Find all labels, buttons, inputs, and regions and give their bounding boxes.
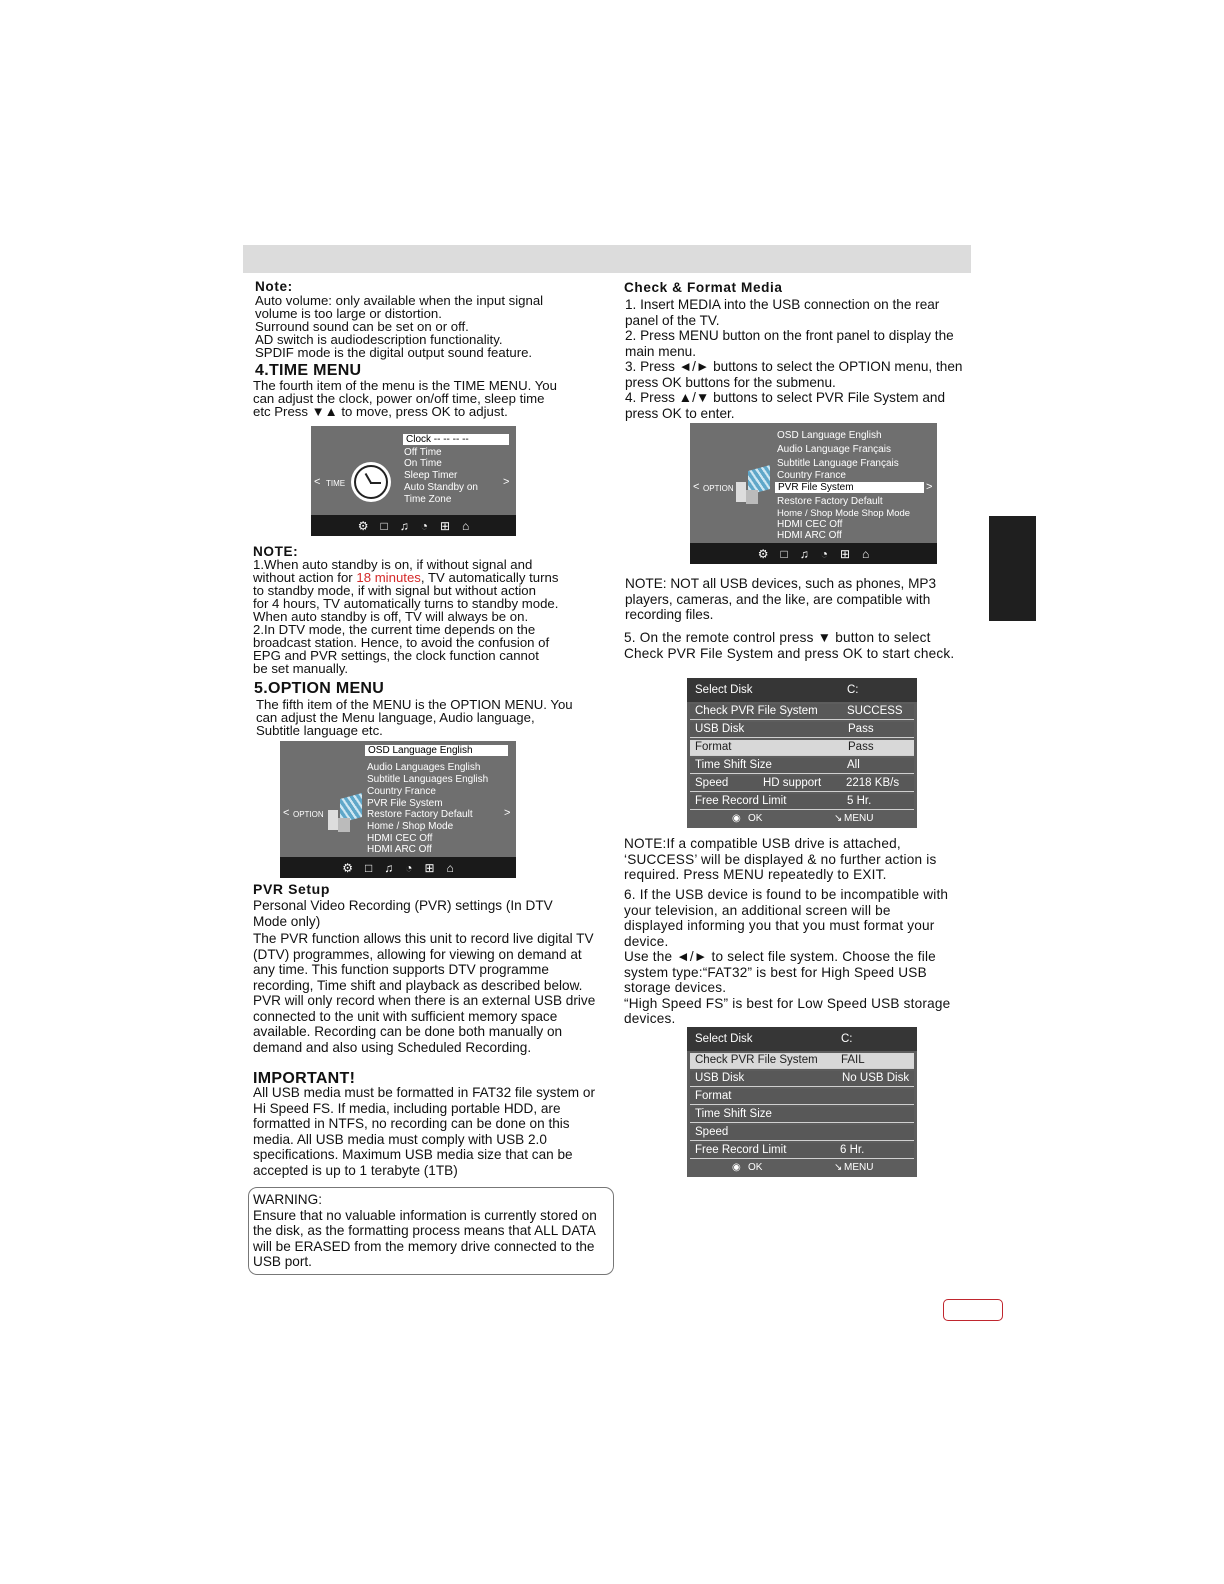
menu-icon: ↘ <box>834 813 843 824</box>
select-disk-value: C: <box>847 684 859 696</box>
picture-icon: □ <box>380 518 388 533</box>
table-row <box>690 1053 914 1069</box>
settings-icon: ⚙ <box>357 518 369 533</box>
pvr-setup-heading: PVR Setup <box>253 881 330 897</box>
right-arrow-icon: > <box>504 807 511 819</box>
note-line: AD switch is audiodescription functionality. <box>255 332 503 347</box>
row-label: Check PVR File System <box>695 705 818 717</box>
option-icon: ⊞ <box>839 546 851 561</box>
option-menu-screenshot <box>280 741 516 878</box>
table-row <box>690 794 914 810</box>
row-value: Pass <box>848 723 874 735</box>
standby-note <box>253 545 558 675</box>
row-value: All <box>847 759 860 771</box>
check-success-table <box>687 678 917 828</box>
osd-icon-bar <box>280 857 516 878</box>
clock-icon <box>351 462 391 502</box>
osd-item: OSD Language English <box>777 430 882 441</box>
note2-line: 1.When auto standby is on, if without signal and <box>253 557 533 572</box>
osd-icon-bar <box>311 515 516 536</box>
table-header <box>687 678 917 702</box>
right-arrow-icon: > <box>926 481 933 493</box>
step5-text <box>624 630 954 661</box>
ok-label: OK <box>748 813 763 824</box>
osd-item: HDMI CEC Off <box>777 519 843 530</box>
check-format-heading: Check & Format Media <box>624 280 783 295</box>
table-row <box>690 1143 914 1159</box>
pvr-option-screenshot <box>690 423 937 564</box>
side-tab <box>989 516 1036 621</box>
important-line: accepted is up to 1 terabyte (1TB) <box>253 1162 458 1178</box>
important-heading: IMPORTANT! <box>253 1070 356 1087</box>
step-line: 4. Press ▲/▼ buttons to select PVR File System and <box>625 390 946 405</box>
osd-item-selected: OSD Language English <box>365 745 508 756</box>
pvr-subtitle <box>253 898 553 929</box>
select-disk-label: Select Disk <box>695 1033 753 1045</box>
step-line: press OK buttons for the submenu. <box>625 374 836 390</box>
step6-line: device. <box>624 933 669 949</box>
step6-line: 6. If the USB device is found to be incompatible with <box>624 887 949 902</box>
note2-line: broadcast station. Hence, to avoid the confusion of <box>253 635 550 650</box>
step6-line: system type:“FAT32” is best for High Speed USB <box>624 964 927 980</box>
warning-box <box>248 1187 614 1275</box>
osd-label: OPTION <box>293 810 324 819</box>
option-graphic-icon <box>328 796 362 832</box>
osd-item: HDMI CEC Off <box>367 833 433 844</box>
option-menu-heading: 5.OPTION MENU <box>254 680 385 697</box>
step6-line: displayed informing you that you must format your <box>624 918 935 933</box>
left-arrow-icon: < <box>693 481 700 493</box>
table-row <box>690 1071 914 1087</box>
select-disk-label: Select Disk <box>695 684 753 696</box>
picture-icon: □ <box>780 546 788 561</box>
row-label: Format <box>695 1090 732 1102</box>
step-line: 2. Press MENU button on the front panel to display the <box>625 328 954 343</box>
osd-label: TIME <box>326 479 346 488</box>
important-line: Hi Speed FS. If media, including portable HDD, are <box>253 1100 561 1116</box>
option-icon: ⊞ <box>439 518 451 533</box>
osd-item-selected: Clock -- -- -- -- <box>403 434 509 445</box>
row-label: Time Shift Size <box>695 1108 772 1120</box>
pvr-line: connected to the unit with sufficient memory space <box>253 1008 558 1024</box>
step6-line: “High Speed FS” is best for Low Speed USB storage <box>624 995 951 1011</box>
table-header <box>687 1027 917 1051</box>
time-icon: ◔ <box>820 546 828 561</box>
select-disk-value: C: <box>841 1033 853 1045</box>
row-value: 5 Hr. <box>847 795 872 807</box>
osd-item: HDMI ARC Off <box>777 530 842 541</box>
row-value: No USB Disk <box>842 1072 910 1084</box>
step-line: press OK to enter. <box>625 405 735 421</box>
note-line: recording files. <box>625 607 714 622</box>
note2-text: without action for <box>253 570 357 585</box>
note-line: ‘SUCCESS’ will be displayed & no further action is <box>624 851 937 867</box>
note-line: NOTE:If a compatible USB drive is attached, <box>624 836 901 851</box>
note-line: Auto volume: only available when the input signal <box>255 293 544 308</box>
osd-item: Sleep Timer <box>404 470 458 481</box>
important-line: All USB media must be formatted in FAT32 file system or <box>253 1085 595 1100</box>
row-label: Check PVR File System <box>695 1054 818 1066</box>
table-row <box>690 776 914 792</box>
right-arrow-icon: > <box>503 476 510 488</box>
lock-icon: ⌂ <box>862 546 870 561</box>
step6-line: devices. <box>624 1011 676 1026</box>
note2-line: EPG and PVR settings, the clock function cannot <box>253 648 539 663</box>
osd-item: Off Time <box>404 447 442 458</box>
step6-text <box>624 887 950 1027</box>
page-number-box <box>943 1299 1003 1321</box>
step-line: 3. Press ◄/► buttons to select the OPTION menu, then <box>625 359 963 374</box>
osd-item: Country France <box>777 470 846 481</box>
osd-icon-bar <box>690 543 937 564</box>
sound-icon: ♫ <box>384 860 394 875</box>
step-line: panel of the TV. <box>625 312 720 328</box>
note-line: volume is too large or distortion. <box>255 306 442 321</box>
pvr-line: (DTV) programmes, allowing for viewing on demand at <box>253 946 582 962</box>
table-footer <box>690 812 914 826</box>
step6-line: your television, an additional screen will be <box>624 902 891 918</box>
time-line: The fourth item of the menu is the TIME MENU. You <box>253 378 557 393</box>
osd-item: Time Zone <box>404 494 452 505</box>
note2-title: NOTE: <box>253 544 299 559</box>
note-line: Surround sound can be set on or off. <box>255 319 469 334</box>
warning-title: WARNING: <box>253 1192 322 1207</box>
row-value: Pass <box>848 741 874 753</box>
row-value: 2218 KB/s <box>846 777 900 789</box>
osd-item: Home / Shop Mode <box>367 821 454 832</box>
osd-item: Restore Factory Default <box>777 496 883 507</box>
option-line: Subtitle language etc. <box>256 723 383 738</box>
settings-icon: ⚙ <box>342 860 353 875</box>
sound-icon: ♫ <box>399 518 409 533</box>
audio-note <box>255 280 543 359</box>
ok-label: OK <box>748 1162 763 1173</box>
usb-compat-note <box>625 576 936 623</box>
option-graphic-icon <box>736 468 770 504</box>
sound-icon: ♫ <box>799 546 809 561</box>
note2-line: to standby mode, if with signal but without action <box>253 583 536 598</box>
pvr-sub-line: Mode only) <box>253 913 321 929</box>
important-body <box>253 1085 595 1178</box>
pvr-line: recording, Time shift and playback as described below. <box>253 977 583 993</box>
osd-item-selected: PVR File System <box>775 482 924 493</box>
important-line: specifications. Maximum USB media size that can be <box>253 1147 573 1162</box>
step5-line: 5. On the remote control press ▼ button to select <box>624 630 931 645</box>
time-menu-screenshot <box>311 426 516 536</box>
note-title: Note: <box>255 279 293 294</box>
option-icon: ⊞ <box>424 860 435 875</box>
row-label: Speed <box>695 1126 729 1138</box>
pvr-body <box>253 931 595 1055</box>
row-label: Free Record Limit <box>695 1144 787 1156</box>
row-label: Time Shift Size <box>695 759 772 771</box>
note2-text: , TV automatically turns <box>420 570 559 585</box>
step-line: main menu. <box>625 343 697 359</box>
pvr-line: The PVR function allows this unit to record live digital TV <box>253 931 594 946</box>
row-label: Speed <box>695 777 729 789</box>
osd-item: Audio Languages English <box>367 762 481 773</box>
note2-line: 2.In DTV mode, the current time depends on the <box>253 622 536 637</box>
step6-line: storage devices. <box>624 980 727 995</box>
note-line: SPDIF mode is the digital output sound feature. <box>255 345 533 360</box>
osd-item: Restore Factory Default <box>367 809 473 820</box>
note2-line: When auto standby is off, TV will always be on. <box>253 609 529 624</box>
check-format-steps <box>625 297 962 421</box>
menu-label: MENU <box>844 1162 874 1173</box>
table-footer <box>690 1161 914 1175</box>
time-icon: ◔ <box>405 860 413 875</box>
option-menu-text <box>256 698 573 737</box>
table-row <box>690 740 914 756</box>
option-line: The fifth item of the MENU is the OPTION MENU. You <box>256 697 573 712</box>
osd-item: Subtitle Language Français <box>777 458 899 469</box>
table-row <box>690 1107 914 1123</box>
row-label: Free Record Limit <box>695 795 787 807</box>
left-arrow-icon: < <box>283 807 290 819</box>
warning-line: Ensure that no valuable information is currently stored on <box>253 1207 597 1223</box>
left-arrow-icon: < <box>314 476 321 488</box>
table-row <box>690 758 914 774</box>
note-line: players, cameras, and the like, are compatible with <box>625 591 931 607</box>
lock-icon: ⌂ <box>462 518 470 533</box>
note-line: required. Press MENU repeatedly to EXIT. <box>624 867 887 882</box>
row-label: USB Disk <box>695 723 745 735</box>
option-line: can adjust the Menu language, Audio language, <box>256 710 535 725</box>
time-line: etc Press ▼▲ to move, press OK to adjust. <box>253 404 508 419</box>
menu-icon: ↘ <box>834 1162 843 1173</box>
warning-line: will be ERASED from the memory drive connected to the <box>253 1238 595 1254</box>
success-note <box>624 836 936 883</box>
ok-icon: ◉ <box>732 1162 741 1173</box>
table-row <box>690 722 914 738</box>
osd-item: PVR File System <box>367 798 443 809</box>
row-extra: HD support <box>763 777 822 789</box>
time-menu-text <box>253 379 557 418</box>
important-line: formatted in NTFS, no recording can be done on this <box>253 1116 570 1131</box>
step-line: 1. Insert MEDIA into the USB connection on the rear <box>625 297 940 312</box>
header-band <box>243 245 971 273</box>
warning-line: the disk, as the formatting process means that ALL DATA <box>253 1223 596 1238</box>
osd-item: Audio Language Français <box>777 444 891 455</box>
pvr-line: PVR will only record when there is an external USB drive <box>253 993 596 1008</box>
osd-item: Subtitle Languages English <box>367 774 489 785</box>
time-menu-heading: 4.TIME MENU <box>255 362 362 379</box>
ok-icon: ◉ <box>732 813 741 824</box>
menu-label: MENU <box>844 813 874 824</box>
row-value: FAIL <box>841 1054 865 1066</box>
warning-line: USB port. <box>253 1254 312 1269</box>
pvr-line: any time. This function supports DTV programme <box>253 962 549 977</box>
row-label: USB Disk <box>695 1072 745 1084</box>
pvr-sub-line: Personal Video Recording (PVR) settings (In DTV <box>253 898 553 913</box>
time-icon: ◔ <box>420 518 428 533</box>
osd-item: On Time <box>404 458 442 469</box>
osd-item: Home / Shop Mode Shop Mode <box>777 508 911 519</box>
note2-red-text: 18 minutes <box>356 570 421 585</box>
pvr-line: demand and also using Scheduled Recording. <box>253 1039 532 1055</box>
row-value: 6 Hr. <box>840 1144 865 1156</box>
table-row <box>690 704 914 720</box>
osd-item: Auto Standby on <box>404 482 478 493</box>
settings-icon: ⚙ <box>757 546 769 561</box>
note-line: NOTE: NOT all USB devices, such as phones, MP3 <box>625 576 937 591</box>
osd-label: OPTION <box>703 484 734 493</box>
important-line: media. All USB media must comply with USB 2.0 <box>253 1131 547 1147</box>
step6-line: Use the ◄/► to select file system. Choose the file <box>624 949 936 964</box>
row-label: Format <box>695 741 732 753</box>
osd-item: Country France <box>367 786 436 797</box>
check-fail-table <box>687 1027 917 1177</box>
pvr-line: available. Recording can be done both manually on <box>253 1024 563 1039</box>
note2-line: for 4 hours, TV automatically turns to standby mode. <box>253 596 559 611</box>
picture-icon: □ <box>364 860 373 875</box>
time-line: can adjust the clock, power on/off time, sleep time <box>253 391 545 406</box>
lock-icon: ⌂ <box>446 860 454 875</box>
note2-line: be set manually. <box>253 661 349 676</box>
row-value: SUCCESS <box>847 705 903 717</box>
table-row <box>690 1089 914 1105</box>
step5-line: Check PVR File System and press OK to start check. <box>624 645 955 661</box>
table-row <box>690 1125 914 1141</box>
osd-item: HDMI ARC Off <box>367 844 432 855</box>
